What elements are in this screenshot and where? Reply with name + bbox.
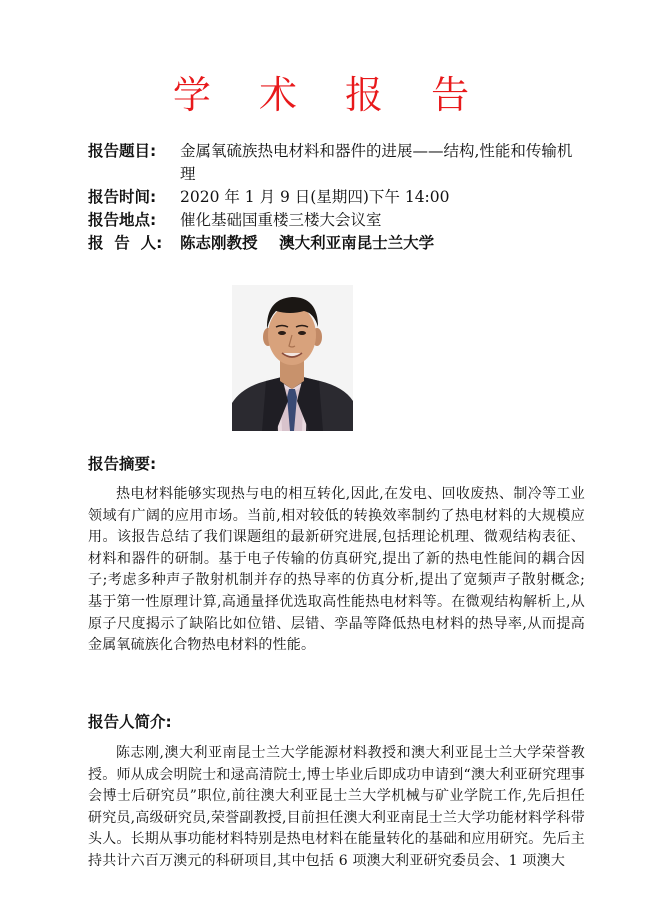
speaker-row [88, 232, 588, 255]
topic-row [88, 140, 588, 186]
place-label: 报告地点: [88, 211, 157, 229]
time-row [88, 186, 588, 209]
abstract-heading: 报告摘要: [88, 455, 157, 473]
speaker-value: 陈志刚教授 澳大利亚南昆士兰大学 [180, 234, 435, 252]
speaker-label: 报 告 人: [88, 234, 163, 252]
bio-text: 陈志刚,澳大利亚南昆士兰大学能源材料教授和澳大利亚昆士兰大学荣誉教授。师从成会明院士和逯高清院士,博士毕业后即成功申请到“澳大利亚研究理事会博士后研究员”职位,前往澳大利亚昆士兰大学机械与矿业学院工作,先后担任研究员,高级研究员,荣誉副教授,目前担任澳大利亚南昆士兰大学功能材料学科带头人。长期从事功能材料特别是热电材料在能量转化的基础和应用研究。先后主持共计六百万澳元的科研项目,其中包括 6 项澳大利亚研究委员会、1 项澳大 [88, 745, 585, 869]
topic-value: 金属氧硫族热电材料和器件的进展——结构,性能和传输机理 [180, 142, 573, 183]
time-label: 报告时间: [88, 188, 157, 206]
abstract-text: 热电材料能够实现热与电的相互转化,因此,在发电、回收废热、制冷等工业领域有广阔的应用市场。当前,相对较低的转换效率制约了热电材料的大规模应用。该报告总结了我们课题组的最新研究进展,包括理论机理、微观结构表征、材料和器件的研制。基于电子传输的仿真研究,提出了新的热电性能间的耦合因子;考虑多种声子散射机制并存的热导率的仿真分析,提出了宽频声子散射概念;基于第一性原理计算,高通量择优选取高性能热电材料等。在微观结构解析上,从原子尺度揭示了缺陷比如位错、层错、孪晶等降低热电材料的热导率,从而提高金属氧硫族化合物热电材料的性能。 [88, 486, 585, 654]
bio-heading: 报告人简介: [88, 713, 172, 731]
time-value: 2020 年 1 月 9 日(星期四)下午 14:00 [180, 188, 450, 206]
topic-label: 报告题目: [88, 142, 157, 160]
page-title: 学 术 报 告 [172, 73, 488, 117]
speaker-photo [232, 285, 353, 431]
place-row [88, 209, 588, 232]
place-value: 催化基础国重楼三楼大会议室 [180, 211, 382, 229]
